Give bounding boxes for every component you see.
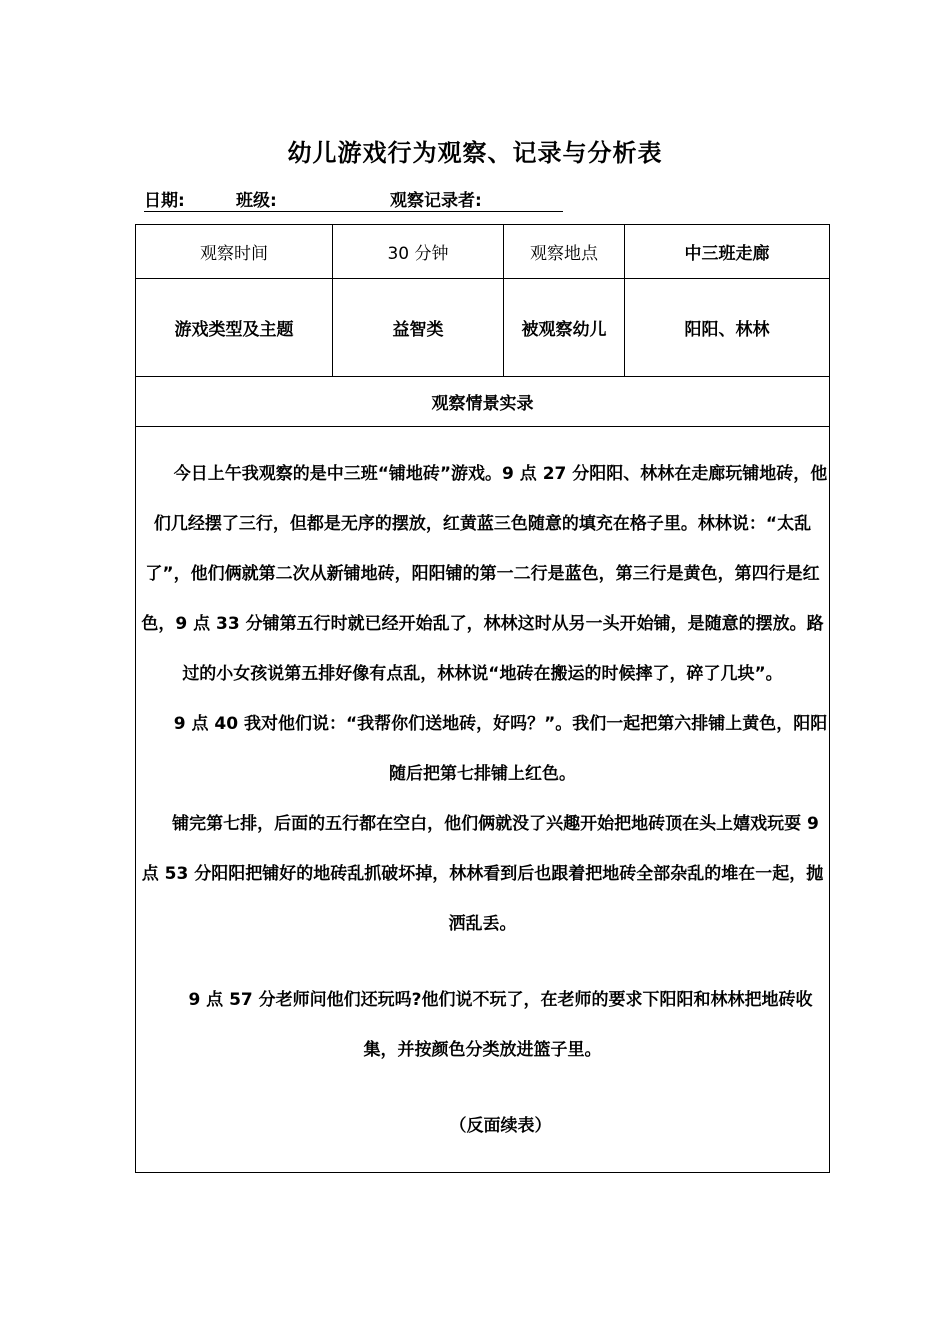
recorder-label: 观察记录者: [390, 191, 482, 211]
class-label: 班级: [236, 191, 277, 211]
record-paragraph: 9 点 40 我对他们说：“我帮你们送地砖，好吗？”。我们一起把第六排铺上黄色，阳阳随后把第七排铺上红色。 [173, 713, 828, 784]
record-paragraph: 铺完第七排，后面的五行都在空白，他们俩就没了兴趣开始把地砖顶在头上嬉戏玩耍 9 点 53 分阳阳把铺好的地砖乱抓破坏掉，林林看到后也跟着把地砖全部杂乱的堆在一起，抛洒乱丢。 [141, 813, 824, 934]
paragraph-gap [136, 949, 829, 975]
table-row [136, 225, 830, 279]
page-title: 幼儿游戏行为观察、记录与分析表 [287, 139, 663, 167]
time-label: 观察时间 [136, 225, 333, 279]
time-value: 30 分钟 [333, 225, 504, 279]
record-paragraph: 9 点 57 分老师问他们还玩吗?他们说不玩了，在老师的要求下阳阳和林林把地砖收集，并按颜色分类放进篮子里。 [188, 989, 813, 1060]
game-type-label: 游戏类型及主题 [136, 279, 333, 377]
observation-record [136, 427, 830, 1173]
observation-table [135, 224, 830, 1173]
place-value: 中三班走廊 [625, 225, 830, 279]
section-header: 观察情景实录 [136, 377, 830, 427]
continued-note: （反面续表） [449, 1115, 552, 1136]
table-row [136, 377, 830, 427]
table-row [136, 427, 830, 1173]
observed-child-label: 被观察幼儿 [504, 279, 625, 377]
record-paragraph: 今日上午我观察的是中三班“铺地砖”游戏。9 点 27 分阳阳、林林在走廊玩铺地砖，他们几经摆了三行，但都是无序的摆放，红黄蓝三色随意的填充在格子里。林林说：“太乱了”，他们俩就第二次从新铺地砖，阳阳铺的第一二行是蓝色，第三行是黄色，第四行是红色，9 点 33 分铺第五行时就已经开始乱了，林林这时从另一头开始铺，是随意的摆放。路过的小女孩说第五排好像有点乱，林林说“地砖在搬运的时候摔了，碎了几块”。 [141, 463, 828, 684]
paragraph-gap [136, 1075, 829, 1101]
date-label: 日期: [144, 191, 185, 211]
meta-underline [144, 211, 563, 212]
game-type-value: 益智类 [333, 279, 504, 377]
observed-child-value: 阳阳、林林 [625, 279, 830, 377]
place-label: 观察地点 [504, 225, 625, 279]
table-row [136, 279, 830, 377]
